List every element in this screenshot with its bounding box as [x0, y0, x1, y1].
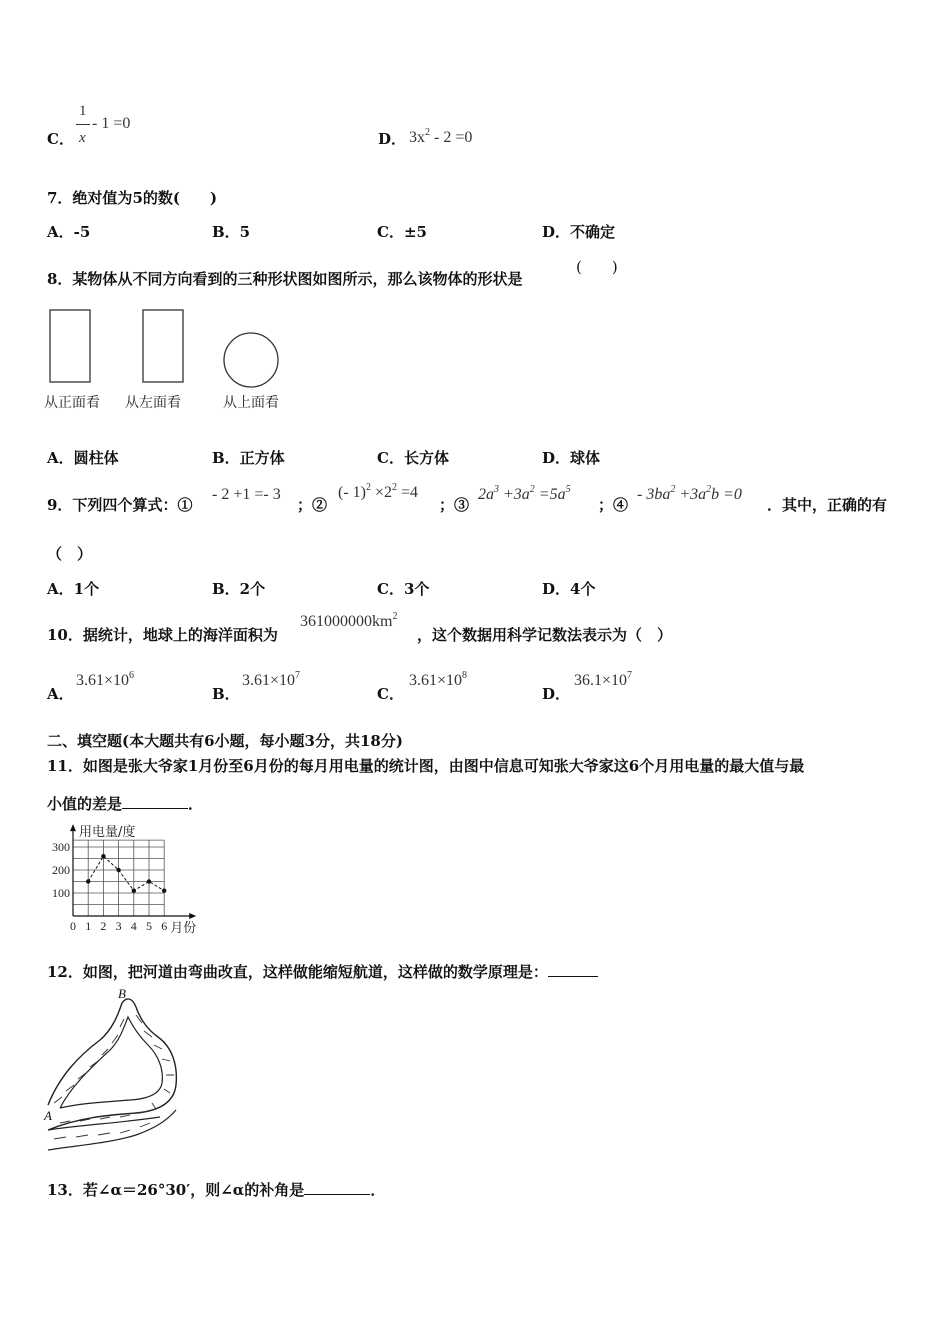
q6-option-d-label: D．	[378, 130, 407, 148]
data-point	[147, 879, 151, 883]
q6-option-c-label: C．	[47, 130, 74, 148]
q9-option-c: C．3个	[377, 580, 430, 598]
q13-answer-blank	[304, 1180, 370, 1195]
electricity-usage-chart	[0, 818, 220, 943]
y-tick-label: 200	[52, 863, 70, 877]
q12-answer-blank	[548, 962, 598, 977]
q6-option-c-numerator: 1	[79, 103, 87, 119]
q6-fraction-bar	[76, 124, 90, 125]
section-2-title: 二、填空题(本大题共有6小题，每小题3分，共18分)	[47, 732, 403, 750]
q6-option-c-expression: - 1 =0	[92, 115, 131, 132]
data-point	[132, 889, 136, 893]
q8-option-c: C．长方体	[377, 449, 449, 467]
q11-stem-line2: 小值的差是 ．	[47, 795, 204, 813]
q7-option-c: C．±5	[377, 223, 427, 241]
q7-option-d: D．不确定	[542, 223, 616, 241]
q11-stem-line1: 11．如图是张大爷家1月份至6月份的每月用电量的统计图，由图中信息可知张大爷家这6个月用电量的最大值与最	[47, 757, 805, 775]
y-tick-label: 100	[52, 886, 70, 900]
data-point	[101, 854, 105, 858]
q9-option-a: A．1个	[47, 580, 100, 598]
y-axis-title: 用电量/度	[79, 825, 136, 841]
y-tick-label: 300	[52, 840, 70, 854]
q9-expression-2: (- $1)^2 \times 2^2 =4$	[338, 482, 419, 501]
q10-option-c-label: C．	[377, 685, 404, 703]
q6-option-c-denominator: x	[79, 130, 86, 146]
left-view-rectangle	[143, 310, 183, 382]
y-axis-arrow	[70, 824, 76, 831]
q12-stem: 12．如图，把河道由弯曲改直，这样做能缩短航道，这样做的数学原理是：	[47, 961, 598, 982]
q9-expression-1: - 2 +1 =- 3	[212, 486, 281, 503]
data-point	[162, 889, 166, 893]
q8-option-d: D．球体	[542, 449, 601, 467]
river-point-a-label: A	[44, 1108, 52, 1123]
q8-option-a: A．圆柱体	[47, 449, 119, 467]
q10-ocean-area: $361000000km^2$	[300, 611, 398, 630]
q6-option-d-expression: $3x^2 - 2 =0$	[409, 127, 473, 146]
x-tick-label: 1	[85, 919, 92, 933]
river-hatching	[54, 1015, 174, 1139]
q10-stem-prefix: 10．据统计，地球上的海洋面积为	[47, 626, 278, 644]
q8-view-left-label: 从左面看	[125, 395, 181, 411]
q9-option-b: B．2个	[212, 580, 266, 598]
q10-option-a-value: $3.61\times 10^6$	[76, 670, 135, 689]
x-tick-label: 5	[146, 919, 152, 933]
river-lower-channel	[48, 1110, 176, 1150]
x-tick-label: 4	[130, 919, 137, 933]
q13-stem: 13．若∠α＝26°30′，则∠α的补角是 ．	[47, 1181, 386, 1199]
q9-stem-suffix: ．其中，正确的有	[767, 496, 888, 514]
data-point	[86, 879, 90, 883]
q8-option-b: B．正方体	[212, 449, 285, 467]
q9-expression-4: - $3ba^2 +3a^2b =0$	[637, 484, 742, 503]
x-tick-label: 3	[115, 919, 122, 933]
q9-sep-4: ；④	[598, 496, 629, 514]
q9-sep-3: ；③	[439, 496, 470, 514]
x-tick-label: 6	[161, 919, 168, 933]
q9-sep-2: ；②	[297, 496, 328, 514]
river-point-b-label: B	[118, 986, 126, 1001]
q8-answer-paren: ( )	[576, 258, 618, 276]
top-view-circle	[224, 333, 278, 387]
q7-stem: 7．绝对值为5的数( )	[47, 189, 218, 207]
q10-stem-suffix: ，这个数据用科学记数法表示为（ ）	[417, 626, 673, 644]
q7-option-a: A．-5	[47, 223, 91, 241]
x-axis-title: 月份	[170, 921, 197, 936]
q8-stem: 8．某物体从不同方向看到的三种形状图如图所示，那么该物体的形状是	[47, 270, 523, 288]
x-tick-label: 2	[100, 919, 107, 933]
x-tick-label: 0	[70, 919, 76, 933]
q10-option-a-label: A．	[47, 685, 74, 703]
q11-answer-blank	[122, 794, 188, 809]
q8-view-front-label: 从正面看	[44, 395, 100, 411]
q10-option-d-value: $36.1\times 10^7$	[574, 670, 633, 689]
x-axis-arrow	[189, 913, 196, 919]
series-line	[88, 856, 164, 891]
river-figure	[40, 985, 190, 1160]
q9-answer-paren: （ ）	[47, 545, 93, 563]
river-outer-bank	[48, 999, 176, 1130]
front-view-rectangle	[50, 310, 90, 382]
q8-view-top-label: 从上面看	[223, 395, 279, 411]
q10-option-b-label: B．	[212, 685, 240, 703]
q9-option-d: D．4个	[542, 580, 596, 598]
q9-expression-3: $2a^3 +3a^2 =5a^5$	[478, 484, 571, 503]
q10-option-c-value: $3.61\times 10^8$	[409, 670, 468, 689]
q7-option-b: B．5	[212, 223, 251, 241]
q10-option-d-label: D．	[542, 685, 571, 703]
q10-option-b-value: $3.61\times 10^7$	[242, 670, 301, 689]
data-point	[116, 868, 120, 872]
q9-stem-prefix: 9．下列四个算式：①	[47, 496, 193, 514]
